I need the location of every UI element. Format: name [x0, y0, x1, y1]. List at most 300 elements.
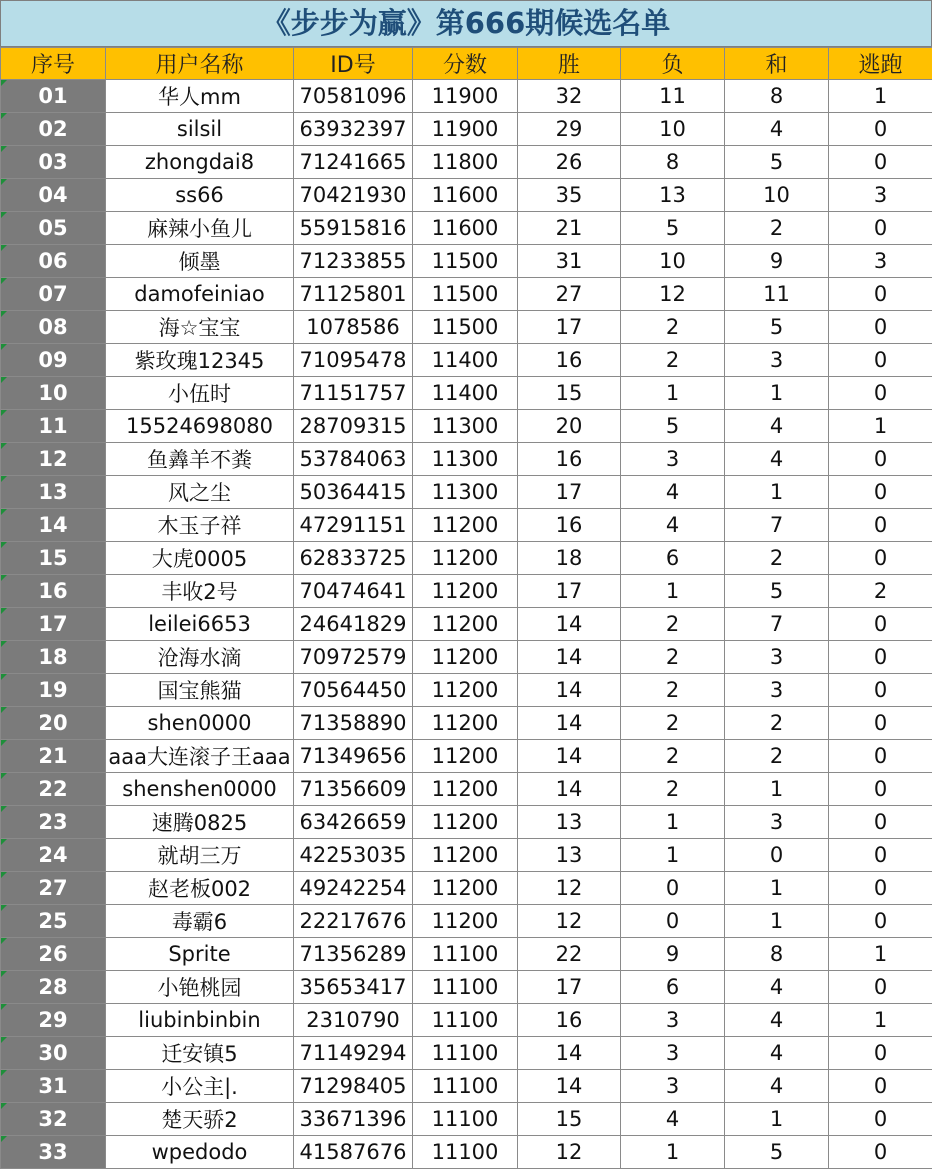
- cell-wins[interactable]: 16: [518, 443, 621, 476]
- header-username[interactable]: 用户名称: [106, 48, 294, 80]
- cell-wins[interactable]: 13: [518, 839, 621, 872]
- cell-wins[interactable]: 13: [518, 806, 621, 839]
- cell-losses[interactable]: 2: [621, 674, 725, 707]
- table-row: [1, 542, 932, 575]
- cell-losses[interactable]: 2: [621, 608, 725, 641]
- cell-escapes[interactable]: 0: [829, 212, 932, 245]
- cell-draws[interactable]: 3: [725, 641, 829, 674]
- table-row: [1, 278, 932, 311]
- cell-wins[interactable]: 17: [518, 311, 621, 344]
- header-escapes[interactable]: 逃跑: [829, 48, 932, 80]
- cell-wins[interactable]: 14: [518, 707, 621, 740]
- cell-draws[interactable]: 0: [725, 839, 829, 872]
- cell-id[interactable]: 63932397: [294, 113, 413, 146]
- cell-username[interactable]: 木玉子祥: [106, 509, 294, 542]
- cell-draws[interactable]: 8: [725, 938, 829, 971]
- cell-wins[interactable]: 12: [518, 905, 621, 938]
- cell-username[interactable]: 华人mm: [106, 80, 294, 113]
- cell-losses[interactable]: 1: [621, 839, 725, 872]
- cell-score[interactable]: 11800: [413, 146, 518, 179]
- cell-escapes[interactable]: 2: [829, 575, 932, 608]
- cell-score[interactable]: 11200: [413, 905, 518, 938]
- cell-id[interactable]: 55915816: [294, 212, 413, 245]
- cell-score[interactable]: 11200: [413, 542, 518, 575]
- cell-draws[interactable]: 9: [725, 245, 829, 278]
- cell-escapes[interactable]: 0: [829, 608, 932, 641]
- table-row: [1, 1103, 932, 1136]
- cell-seq[interactable]: 20: [1, 707, 106, 740]
- cell-wins[interactable]: 14: [518, 740, 621, 773]
- cell-losses[interactable]: 3: [621, 1070, 725, 1103]
- cell-username[interactable]: 就胡三万: [106, 839, 294, 872]
- cell-seq[interactable]: 33: [1, 1136, 106, 1169]
- cell-wins[interactable]: 16: [518, 1004, 621, 1037]
- cell-score[interactable]: 11100: [413, 1136, 518, 1169]
- cell-losses[interactable]: 11: [621, 80, 725, 113]
- cell-id[interactable]: 71149294: [294, 1037, 413, 1070]
- cell-losses[interactable]: 2: [621, 311, 725, 344]
- cell-wins[interactable]: 18: [518, 542, 621, 575]
- table-row: [1, 740, 932, 773]
- cell-score[interactable]: 11900: [413, 113, 518, 146]
- cell-seq[interactable]: 01: [1, 80, 106, 113]
- cell-seq[interactable]: 27: [1, 872, 106, 905]
- cell-escapes[interactable]: 0: [829, 905, 932, 938]
- cell-losses[interactable]: 6: [621, 971, 725, 1004]
- cell-id[interactable]: 50364415: [294, 476, 413, 509]
- cell-losses[interactable]: 1: [621, 806, 725, 839]
- cell-id[interactable]: 71241665: [294, 146, 413, 179]
- cell-id[interactable]: 70564450: [294, 674, 413, 707]
- cell-score[interactable]: 11200: [413, 575, 518, 608]
- table-row: [1, 245, 932, 278]
- cell-seq[interactable]: 06: [1, 245, 106, 278]
- candidate-table: [0, 47, 932, 1169]
- cell-seq[interactable]: 07: [1, 278, 106, 311]
- cell-seq[interactable]: 13: [1, 476, 106, 509]
- cell-draws[interactable]: 10: [725, 179, 829, 212]
- cell-score[interactable]: 11300: [413, 476, 518, 509]
- cell-score[interactable]: 11600: [413, 179, 518, 212]
- cell-score[interactable]: 11200: [413, 839, 518, 872]
- header-id[interactable]: ID号: [294, 48, 413, 80]
- cell-id[interactable]: 1078586: [294, 311, 413, 344]
- cell-id[interactable]: 49242254: [294, 872, 413, 905]
- cell-username[interactable]: damofeiniao: [106, 278, 294, 311]
- cell-losses[interactable]: 10: [621, 245, 725, 278]
- cell-username[interactable]: aaa大连滚子王aaa: [106, 740, 294, 773]
- cell-draws[interactable]: 7: [725, 608, 829, 641]
- cell-wins[interactable]: 21: [518, 212, 621, 245]
- cell-escapes[interactable]: 1: [829, 80, 932, 113]
- cell-score[interactable]: 11400: [413, 344, 518, 377]
- cell-seq[interactable]: 17: [1, 608, 106, 641]
- table-row: [1, 707, 932, 740]
- cell-username[interactable]: 楚天骄2: [106, 1103, 294, 1136]
- cell-escapes[interactable]: 0: [829, 476, 932, 509]
- cell-wins[interactable]: 12: [518, 872, 621, 905]
- table-row: [1, 146, 932, 179]
- cell-losses[interactable]: 2: [621, 344, 725, 377]
- cell-username[interactable]: 丰收2号: [106, 575, 294, 608]
- cell-losses[interactable]: 12: [621, 278, 725, 311]
- cell-wins[interactable]: 22: [518, 938, 621, 971]
- cell-losses[interactable]: 4: [621, 1103, 725, 1136]
- cell-seq[interactable]: 21: [1, 740, 106, 773]
- cell-wins[interactable]: 17: [518, 971, 621, 1004]
- cell-losses[interactable]: 0: [621, 905, 725, 938]
- cell-wins[interactable]: 14: [518, 1037, 621, 1070]
- cell-losses[interactable]: 1: [621, 377, 725, 410]
- cell-seq[interactable]: 22: [1, 773, 106, 806]
- table-row: [1, 179, 932, 212]
- cell-escapes[interactable]: 0: [829, 773, 932, 806]
- cell-draws[interactable]: 5: [725, 1136, 829, 1169]
- cell-score[interactable]: 11200: [413, 806, 518, 839]
- cell-score[interactable]: 11100: [413, 971, 518, 1004]
- cell-losses[interactable]: 2: [621, 740, 725, 773]
- cell-score[interactable]: 11200: [413, 674, 518, 707]
- cell-losses[interactable]: 2: [621, 707, 725, 740]
- cell-id[interactable]: 35653417: [294, 971, 413, 1004]
- cell-id[interactable]: 22217676: [294, 905, 413, 938]
- cell-losses[interactable]: 3: [621, 1037, 725, 1070]
- cell-username[interactable]: wpedodo: [106, 1136, 294, 1169]
- cell-draws[interactable]: 3: [725, 806, 829, 839]
- cell-escapes[interactable]: 0: [829, 1037, 932, 1070]
- cell-username[interactable]: 小伍时: [106, 377, 294, 410]
- cell-escapes[interactable]: 1: [829, 1004, 932, 1037]
- cell-wins[interactable]: 32: [518, 80, 621, 113]
- cell-score[interactable]: 11300: [413, 443, 518, 476]
- cell-draws[interactable]: 1: [725, 476, 829, 509]
- cell-escapes[interactable]: 1: [829, 938, 932, 971]
- cell-id[interactable]: 70474641: [294, 575, 413, 608]
- cell-draws[interactable]: 4: [725, 410, 829, 443]
- cell-seq[interactable]: 16: [1, 575, 106, 608]
- cell-escapes[interactable]: 0: [829, 113, 932, 146]
- table-row: [1, 1037, 932, 1070]
- cell-username[interactable]: 国宝熊猫: [106, 674, 294, 707]
- cell-score[interactable]: 11400: [413, 377, 518, 410]
- cell-id[interactable]: 71356609: [294, 773, 413, 806]
- cell-id[interactable]: 70581096: [294, 80, 413, 113]
- cell-escapes[interactable]: 0: [829, 839, 932, 872]
- cell-username[interactable]: 赵老板002: [106, 872, 294, 905]
- cell-losses[interactable]: 5: [621, 410, 725, 443]
- cell-username[interactable]: zhongdai8: [106, 146, 294, 179]
- cell-seq[interactable]: 30: [1, 1037, 106, 1070]
- cell-seq[interactable]: 11: [1, 410, 106, 443]
- cell-draws[interactable]: 11: [725, 278, 829, 311]
- cell-escapes[interactable]: 0: [829, 971, 932, 1004]
- table-row: [1, 905, 932, 938]
- cell-id[interactable]: 71349656: [294, 740, 413, 773]
- cell-id[interactable]: 71125801: [294, 278, 413, 311]
- cell-id[interactable]: 70421930: [294, 179, 413, 212]
- cell-score[interactable]: 11500: [413, 278, 518, 311]
- cell-wins[interactable]: 26: [518, 146, 621, 179]
- table-row: [1, 773, 932, 806]
- cell-draws[interactable]: 4: [725, 443, 829, 476]
- cell-draws[interactable]: 1: [725, 377, 829, 410]
- cell-seq[interactable]: 09: [1, 344, 106, 377]
- cell-draws[interactable]: 1: [725, 905, 829, 938]
- cell-username[interactable]: 倾墨: [106, 245, 294, 278]
- cell-escapes[interactable]: 0: [829, 443, 932, 476]
- cell-wins[interactable]: 29: [518, 113, 621, 146]
- table-row: [1, 80, 932, 113]
- cell-score[interactable]: 11200: [413, 740, 518, 773]
- cell-seq[interactable]: 31: [1, 1070, 106, 1103]
- table-row: [1, 443, 932, 476]
- cell-escapes[interactable]: 0: [829, 344, 932, 377]
- cell-escapes[interactable]: 0: [829, 509, 932, 542]
- table-row: [1, 575, 932, 608]
- cell-score[interactable]: 11500: [413, 311, 518, 344]
- cell-username[interactable]: shenshen0000: [106, 773, 294, 806]
- cell-draws[interactable]: 1: [725, 773, 829, 806]
- cell-losses[interactable]: 8: [621, 146, 725, 179]
- cell-score[interactable]: 11500: [413, 245, 518, 278]
- cell-wins[interactable]: 12: [518, 1136, 621, 1169]
- cell-id[interactable]: 41587676: [294, 1136, 413, 1169]
- cell-escapes[interactable]: 0: [829, 542, 932, 575]
- cell-draws[interactable]: 5: [725, 146, 829, 179]
- table-row: [1, 1004, 932, 1037]
- cell-username[interactable]: liubinbinbin: [106, 1004, 294, 1037]
- header-row: [1, 48, 932, 80]
- cell-username[interactable]: 小铯桃园: [106, 971, 294, 1004]
- cell-score[interactable]: 11100: [413, 1103, 518, 1136]
- cell-seq[interactable]: 08: [1, 311, 106, 344]
- cell-losses[interactable]: 10: [621, 113, 725, 146]
- cell-wins[interactable]: 16: [518, 344, 621, 377]
- cell-draws[interactable]: 8: [725, 80, 829, 113]
- table-row: [1, 1070, 932, 1103]
- cell-seq[interactable]: 25: [1, 905, 106, 938]
- cell-draws[interactable]: 4: [725, 1070, 829, 1103]
- cell-draws[interactable]: 2: [725, 212, 829, 245]
- cell-wins[interactable]: 14: [518, 641, 621, 674]
- table-row: [1, 410, 932, 443]
- cell-escapes[interactable]: 0: [829, 278, 932, 311]
- cell-losses[interactable]: 4: [621, 476, 725, 509]
- cell-username[interactable]: 毒霸6: [106, 905, 294, 938]
- cell-wins[interactable]: 35: [518, 179, 621, 212]
- cell-username[interactable]: silsil: [106, 113, 294, 146]
- cell-draws[interactable]: 5: [725, 311, 829, 344]
- cell-seq[interactable]: 04: [1, 179, 106, 212]
- cell-losses[interactable]: 2: [621, 641, 725, 674]
- cell-username[interactable]: 麻辣小鱼儿: [106, 212, 294, 245]
- cell-score[interactable]: 11200: [413, 707, 518, 740]
- cell-seq[interactable]: 26: [1, 938, 106, 971]
- cell-escapes[interactable]: 0: [829, 146, 932, 179]
- table-row: [1, 608, 932, 641]
- cell-losses[interactable]: 9: [621, 938, 725, 971]
- cell-id[interactable]: 62833725: [294, 542, 413, 575]
- cell-username[interactable]: 迁安镇5: [106, 1037, 294, 1070]
- cell-escapes[interactable]: 1: [829, 410, 932, 443]
- cell-escapes[interactable]: 0: [829, 311, 932, 344]
- cell-wins[interactable]: 17: [518, 476, 621, 509]
- cell-escapes[interactable]: 0: [829, 1103, 932, 1136]
- cell-username[interactable]: 大虎0005: [106, 542, 294, 575]
- cell-id[interactable]: 2310790: [294, 1004, 413, 1037]
- table-row: [1, 509, 932, 542]
- cell-draws[interactable]: 2: [725, 542, 829, 575]
- cell-escapes[interactable]: 0: [829, 707, 932, 740]
- header-losses[interactable]: 负: [621, 48, 725, 80]
- cell-score[interactable]: 11100: [413, 938, 518, 971]
- cell-losses[interactable]: 1: [621, 575, 725, 608]
- cell-id[interactable]: 53784063: [294, 443, 413, 476]
- cell-draws[interactable]: 1: [725, 1103, 829, 1136]
- cell-draws[interactable]: 4: [725, 1004, 829, 1037]
- cell-losses[interactable]: 0: [621, 872, 725, 905]
- table-row: [1, 476, 932, 509]
- cell-escapes[interactable]: 0: [829, 377, 932, 410]
- table-row: [1, 674, 932, 707]
- cell-seq[interactable]: 32: [1, 1103, 106, 1136]
- cell-draws[interactable]: 5: [725, 575, 829, 608]
- cell-score[interactable]: 11100: [413, 1004, 518, 1037]
- cell-draws[interactable]: 2: [725, 740, 829, 773]
- cell-id[interactable]: 70972579: [294, 641, 413, 674]
- cell-id[interactable]: 71095478: [294, 344, 413, 377]
- cell-wins[interactable]: 14: [518, 773, 621, 806]
- header-score[interactable]: 分数: [413, 48, 518, 80]
- cell-wins[interactable]: 16: [518, 509, 621, 542]
- cell-id[interactable]: 71356289: [294, 938, 413, 971]
- cell-score[interactable]: 11600: [413, 212, 518, 245]
- cell-seq[interactable]: 10: [1, 377, 106, 410]
- cell-draws[interactable]: 4: [725, 1037, 829, 1070]
- cell-losses[interactable]: 2: [621, 773, 725, 806]
- cell-losses[interactable]: 4: [621, 509, 725, 542]
- cell-username[interactable]: 紫玫瑰12345: [106, 344, 294, 377]
- cell-wins[interactable]: 14: [518, 608, 621, 641]
- cell-losses[interactable]: 13: [621, 179, 725, 212]
- cell-seq[interactable]: 23: [1, 806, 106, 839]
- cell-id[interactable]: 71298405: [294, 1070, 413, 1103]
- cell-seq[interactable]: 19: [1, 674, 106, 707]
- cell-escapes[interactable]: 0: [829, 641, 932, 674]
- header-seq[interactable]: 序号: [1, 48, 106, 80]
- cell-seq[interactable]: 12: [1, 443, 106, 476]
- cell-seq[interactable]: 24: [1, 839, 106, 872]
- cell-id[interactable]: 63426659: [294, 806, 413, 839]
- cell-wins[interactable]: 31: [518, 245, 621, 278]
- cell-id[interactable]: 42253035: [294, 839, 413, 872]
- cell-seq[interactable]: 03: [1, 146, 106, 179]
- cell-losses[interactable]: 3: [621, 443, 725, 476]
- cell-score[interactable]: 11200: [413, 509, 518, 542]
- cell-score[interactable]: 11200: [413, 872, 518, 905]
- cell-draws[interactable]: 1: [725, 872, 829, 905]
- cell-wins[interactable]: 15: [518, 1103, 621, 1136]
- cell-score[interactable]: 11100: [413, 1037, 518, 1070]
- cell-losses[interactable]: 1: [621, 1136, 725, 1169]
- cell-username[interactable]: 速腾0825: [106, 806, 294, 839]
- cell-username[interactable]: 沧海水滴: [106, 641, 294, 674]
- cell-draws[interactable]: 3: [725, 674, 829, 707]
- cell-wins[interactable]: 27: [518, 278, 621, 311]
- table-row: [1, 971, 932, 1004]
- cell-losses[interactable]: 3: [621, 1004, 725, 1037]
- cell-draws[interactable]: 4: [725, 971, 829, 1004]
- table-row: [1, 839, 932, 872]
- cell-escapes[interactable]: 0: [829, 674, 932, 707]
- cell-score[interactable]: 11200: [413, 608, 518, 641]
- cell-seq[interactable]: 28: [1, 971, 106, 1004]
- cell-username[interactable]: 15524698080: [106, 410, 294, 443]
- cell-username[interactable]: ss66: [106, 179, 294, 212]
- cell-escapes[interactable]: 0: [829, 1070, 932, 1103]
- cell-wins[interactable]: 14: [518, 674, 621, 707]
- cell-wins[interactable]: 20: [518, 410, 621, 443]
- cell-losses[interactable]: 5: [621, 212, 725, 245]
- cell-draws[interactable]: 3: [725, 344, 829, 377]
- cell-id[interactable]: 71151757: [294, 377, 413, 410]
- cell-draws[interactable]: 4: [725, 113, 829, 146]
- cell-username[interactable]: 鱼羴羊不粪: [106, 443, 294, 476]
- cell-wins[interactable]: 15: [518, 377, 621, 410]
- cell-seq[interactable]: 14: [1, 509, 106, 542]
- cell-escapes[interactable]: 3: [829, 245, 932, 278]
- header-wins[interactable]: 胜: [518, 48, 621, 80]
- cell-id[interactable]: 71233855: [294, 245, 413, 278]
- cell-score[interactable]: 11300: [413, 410, 518, 443]
- cell-username[interactable]: shen0000: [106, 707, 294, 740]
- cell-seq[interactable]: 29: [1, 1004, 106, 1037]
- table-row: [1, 872, 932, 905]
- cell-username[interactable]: Sprite: [106, 938, 294, 971]
- cell-seq[interactable]: 15: [1, 542, 106, 575]
- cell-wins[interactable]: 14: [518, 1070, 621, 1103]
- cell-id[interactable]: 71358890: [294, 707, 413, 740]
- cell-id[interactable]: 47291151: [294, 509, 413, 542]
- cell-seq[interactable]: 02: [1, 113, 106, 146]
- cell-escapes[interactable]: 3: [829, 179, 932, 212]
- cell-username[interactable]: 风之尘: [106, 476, 294, 509]
- cell-score[interactable]: 11200: [413, 773, 518, 806]
- cell-wins[interactable]: 17: [518, 575, 621, 608]
- cell-escapes[interactable]: 0: [829, 872, 932, 905]
- cell-seq[interactable]: 05: [1, 212, 106, 245]
- table-body: [1, 80, 932, 1169]
- cell-escapes[interactable]: 0: [829, 806, 932, 839]
- cell-id[interactable]: 33671396: [294, 1103, 413, 1136]
- cell-score[interactable]: 11200: [413, 641, 518, 674]
- cell-escapes[interactable]: 0: [829, 1136, 932, 1169]
- cell-id[interactable]: 24641829: [294, 608, 413, 641]
- cell-username[interactable]: 小公主|.: [106, 1070, 294, 1103]
- cell-score[interactable]: 11900: [413, 80, 518, 113]
- cell-seq[interactable]: 18: [1, 641, 106, 674]
- cell-score[interactable]: 11100: [413, 1070, 518, 1103]
- cell-username[interactable]: 海☆宝宝: [106, 311, 294, 344]
- cell-escapes[interactable]: 0: [829, 740, 932, 773]
- cell-losses[interactable]: 6: [621, 542, 725, 575]
- table-row: [1, 311, 932, 344]
- cell-username[interactable]: leilei6653: [106, 608, 294, 641]
- cell-draws[interactable]: 7: [725, 509, 829, 542]
- cell-draws[interactable]: 2: [725, 707, 829, 740]
- cell-id[interactable]: 28709315: [294, 410, 413, 443]
- header-draws[interactable]: 和: [725, 48, 829, 80]
